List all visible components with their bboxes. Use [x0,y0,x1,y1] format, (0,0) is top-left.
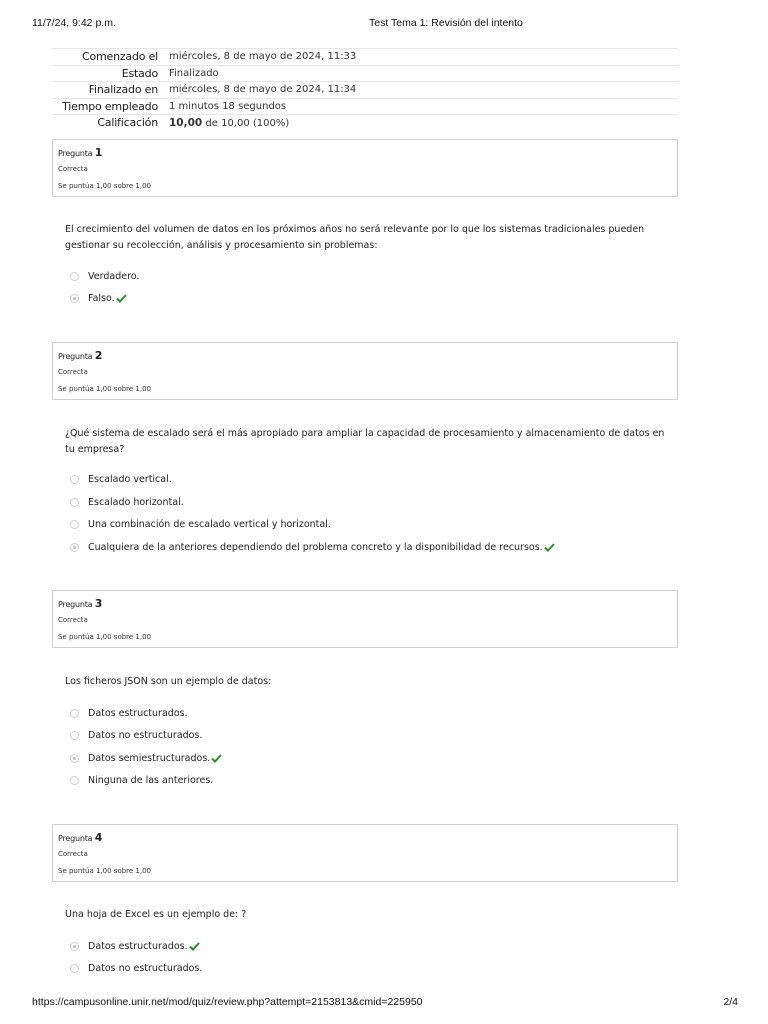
answer-option[interactable] [70,540,555,554]
answer-label: Escalado vertical. [88,473,172,485]
question-prefix: Pregunta [58,600,93,609]
question-number [58,597,102,610]
answer-option[interactable] [70,961,202,975]
summary-label: Calificación [97,116,158,130]
radio-icon[interactable] [70,776,79,785]
question-prefix: Pregunta [58,834,93,843]
radio-icon[interactable] [70,498,79,507]
question-state: Correcta [58,616,88,624]
answer-label: Datos no estructurados. [88,962,203,974]
question-state: Correcta [58,850,88,858]
question-number [58,349,102,362]
answer-label: Escalado horizontal. [88,496,184,508]
check-icon [544,543,555,552]
answer-label: Datos semiestructurados. [88,752,211,764]
answer-label: Datos estructurados. [88,940,188,952]
grade-score: 10,00 [169,116,203,129]
question-info-1 [52,139,678,197]
page-number: 2/4 [723,996,738,1008]
answer-label: Una combinación de escalado vertical y horizontal. [88,518,331,530]
grade-total: de 10,00 (100%) [202,117,290,129]
question-info-3 [52,590,678,648]
radio-icon[interactable] [70,520,79,529]
answer-label: Verdadero. [88,270,140,282]
attempt-summary [52,48,678,131]
question-grade: Se puntúa 1,00 sobre 1,00 [58,633,152,641]
summary-value: miércoles, 8 de mayo de 2024, 11:34 [169,84,357,96]
summary-row-state [52,65,678,82]
answer-label: Ninguna de las anteriores. [88,774,214,786]
question-number-value: 1 [94,146,103,159]
summary-value: Finalizado [169,67,219,79]
summary-value: 1 minutos 18 segundos [169,100,287,112]
check-icon [116,294,127,303]
radio-icon[interactable] [70,272,79,281]
radio-selected-icon[interactable] [70,942,79,951]
question-grade: Se puntúa 1,00 sobre 1,00 [58,182,152,190]
question-number-value: 4 [94,831,103,844]
answer-option[interactable] [70,728,202,742]
question-grade: Se puntúa 1,00 sobre 1,00 [58,867,152,875]
question-state: Correcta [58,165,88,173]
check-icon [211,754,222,763]
question-text-3: Los ficheros JSON son un ejemplo de datos: [65,676,272,687]
summary-value [169,117,289,129]
radio-selected-icon[interactable] [70,294,79,303]
question-number [58,146,102,159]
answer-label: Datos estructurados. [88,707,188,719]
print-footer [0,996,768,1010]
answer-label: Datos no estructurados. [88,729,203,741]
radio-selected-icon[interactable] [70,543,79,552]
print-header [0,17,768,31]
question-prefix: Pregunta [58,352,93,361]
radio-selected-icon[interactable] [70,754,79,763]
summary-value: miércoles, 8 de mayo de 2024, 11:33 [169,51,357,63]
answer-option[interactable] [70,773,213,787]
answer-option[interactable] [70,495,184,509]
check-icon [189,942,200,951]
answer-option[interactable] [70,291,127,305]
question-number-value: 3 [94,597,103,610]
summary-row-time [52,98,678,115]
answer-option[interactable] [70,939,200,953]
summary-label: Comenzado el [81,50,158,64]
question-text-1: El crecimiento del volumen de datos en los próximos años no será relevante por lo que los sistemas tradicionales pueden gestionar su recolección, análisis y procesamiento sin problemas: [65,224,645,251]
radio-icon[interactable] [70,964,79,973]
print-datetime: 11/7/24, 9:42 p.m. [32,17,116,29]
summary-row-started [52,48,678,65]
summary-row-finished [52,81,678,98]
question-text-2: ¿Qué sistema de escalado será el más apropiado para ampliar la capacidad de procesamiento y almacenamiento de datos en tu empresa? [65,428,665,455]
answer-option[interactable] [70,472,172,486]
answer-option[interactable] [70,517,331,531]
question-prefix: Pregunta [58,149,93,158]
question-info-2 [52,342,678,400]
question-number-value: 2 [94,349,103,362]
summary-label: Finalizado en [88,83,158,97]
page-url[interactable]: https://campusonline.unir.net/mod/quiz/review.php?attempt=2153813&cmid=225950 [32,996,423,1008]
answer-option[interactable] [70,706,188,720]
summary-row-grade [52,114,678,131]
radio-icon[interactable] [70,475,79,484]
question-number [58,831,102,844]
answer-option[interactable] [70,269,139,283]
print-title: Test Tema 1: Revisión del intento [369,17,523,29]
question-grade: Se puntúa 1,00 sobre 1,00 [58,385,152,393]
radio-icon[interactable] [70,709,79,718]
summary-label: Tiempo empleado [62,99,158,113]
question-info-4 [52,824,678,882]
summary-label: Estado [121,66,158,80]
answer-option[interactable] [70,751,222,765]
question-text-4: Una hoja de Excel es un ejemplo de: ? [65,909,247,920]
radio-icon[interactable] [70,731,79,740]
question-state: Correcta [58,368,88,376]
answer-label: Cualquiera de la anteriores dependiendo del problema concreto y la disponibilidad de recursos. [88,541,543,553]
answer-label: Falso. [88,292,115,304]
